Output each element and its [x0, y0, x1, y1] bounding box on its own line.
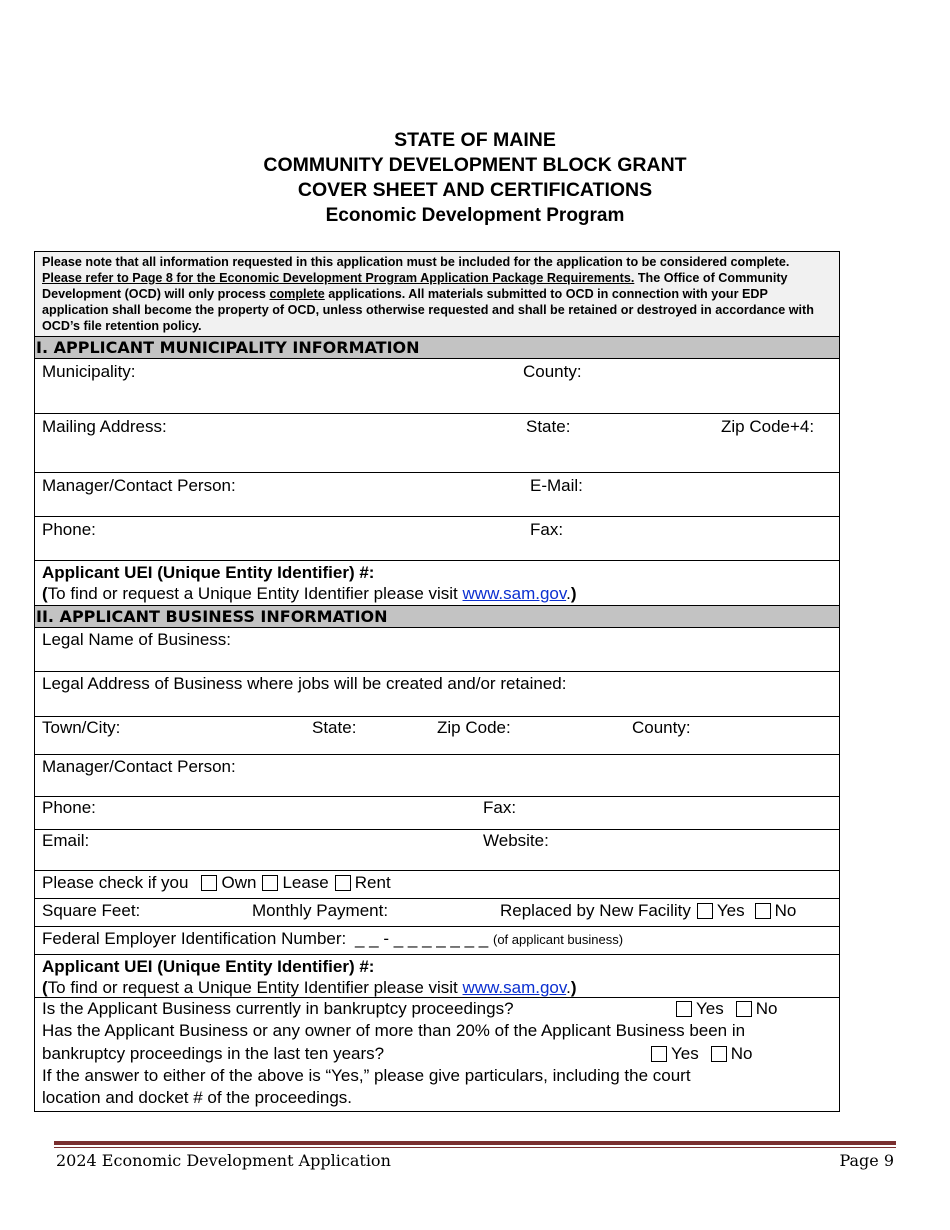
replaced-label: Replaced by New Facility	[500, 901, 691, 920]
row-town[interactable]	[35, 716, 839, 754]
website-label: Website:	[483, 831, 549, 850]
footer-divider-thin	[54, 1147, 896, 1148]
business-state-label: State:	[312, 718, 357, 737]
replaced-group	[500, 901, 796, 921]
row-phone[interactable]	[35, 516, 839, 560]
business-uei-label: Applicant UEI (Unique Entity Identifier) #:	[42, 957, 375, 976]
row-uei-municipality[interactable]	[35, 560, 839, 605]
row-legal-name[interactable]	[35, 627, 839, 671]
row-legal-address[interactable]	[35, 671, 839, 716]
business-phone-label: Phone:	[42, 798, 96, 817]
footer-divider-thick	[54, 1141, 896, 1145]
replaced-no-checkbox[interactable]	[755, 903, 771, 919]
bankruptcy-q2-yes-label: Yes	[671, 1044, 699, 1063]
bankruptcy-q2-no-checkbox[interactable]	[711, 1046, 727, 1062]
bankruptcy-q1-yes-label: Yes	[696, 999, 724, 1018]
row-business-phone[interactable]	[35, 796, 839, 829]
business-zip-label: Zip Code:	[437, 718, 511, 737]
bankruptcy-q3-line2: location and docket # of the proceedings.	[42, 1088, 352, 1107]
lease-checkbox[interactable]	[262, 875, 278, 891]
title-cover-sheet: COVER SHEET AND CERTIFICATIONS	[297, 179, 653, 201]
bankruptcy-q1-yes-checkbox[interactable]	[676, 1001, 692, 1017]
title-state: STATE OF MAINE	[394, 129, 556, 151]
email-label: E-Mail:	[530, 476, 583, 495]
sam-gov-link[interactable]: www.sam.gov	[462, 584, 567, 603]
bankruptcy-q1-no-checkbox[interactable]	[736, 1001, 752, 1017]
bankruptcy-q2-no-label: No	[730, 1044, 753, 1063]
mailing-address-label: Mailing Address:	[42, 417, 167, 436]
title-subprogram: Economic Development Program	[325, 205, 625, 226]
notice-text-5: applications. All materials submitted to OCD in connection with your EDP application shall become the property of OCD, unless otherwise requested and shall be retained or destroyed in accordance with OCD’s file retention policy.	[42, 287, 814, 333]
municipality-label: Municipality:	[42, 362, 136, 381]
bankruptcy-q2-line2: bankruptcy proceedings in the last ten years?	[42, 1044, 385, 1063]
replaced-no-label: No	[774, 901, 797, 920]
bankruptcy-q1-options	[670, 999, 777, 1019]
row-business-manager[interactable]	[35, 754, 839, 796]
check-if-label: Please check if you	[42, 873, 189, 892]
business-manager-label: Manager/Contact Person:	[42, 757, 236, 776]
replaced-yes-checkbox[interactable]	[697, 903, 713, 919]
row-square-feet[interactable]	[35, 898, 839, 926]
title-program: COMMUNITY DEVELOPMENT BLOCK GRANT	[263, 154, 687, 176]
own-label: Own	[221, 873, 257, 892]
fein-group	[42, 929, 623, 949]
fein-note: (of applicant business)	[492, 932, 624, 947]
rent-checkbox[interactable]	[335, 875, 351, 891]
row-uei-business[interactable]	[35, 954, 839, 997]
business-uei-note: (To find or request a Unique Entity Identifier please visit www.sam.gov.)	[42, 978, 577, 997]
fein-label: Federal Employer Identification Number:	[42, 929, 347, 948]
county-label: County:	[523, 362, 582, 381]
lease-label: Lease	[282, 873, 329, 892]
bankruptcy-q1-no-label: No	[755, 999, 778, 1018]
notice-text-4: complete	[269, 287, 325, 301]
section-1-header: I. APPLICANT MUNICIPALITY INFORMATION	[35, 336, 839, 358]
row-bankruptcy	[35, 997, 839, 1111]
row-occupancy	[35, 870, 839, 898]
notice-text-3: The Office of Community Development (OCD) will only process	[42, 271, 788, 301]
section-2-header: II. APPLICANT BUSINESS INFORMATION	[35, 605, 839, 627]
occupancy-group	[42, 873, 391, 893]
notice-box	[35, 252, 839, 336]
bankruptcy-q2-options	[645, 1044, 752, 1064]
phone-label: Phone:	[42, 520, 96, 539]
legal-name-label: Legal Name of Business:	[42, 630, 231, 649]
application-form	[34, 251, 840, 1112]
business-email-label: Email:	[42, 831, 90, 850]
bankruptcy-q1: Is the Applicant Business currently in bankruptcy proceedings?	[42, 999, 514, 1018]
replaced-yes-label: Yes	[716, 901, 745, 920]
own-checkbox[interactable]	[201, 875, 217, 891]
bankruptcy-q2-line1: Has the Applicant Business or any owner of more than 20% of the Applicant Business been in	[42, 1021, 746, 1040]
state-label: State:	[526, 417, 571, 436]
legal-address-label: Legal Address of Business where jobs will be created and/or retained:	[42, 674, 567, 693]
business-sam-gov-link[interactable]: www.sam.gov	[462, 978, 567, 997]
uei-note: (To find or request a Unique Entity Identifier please visit www.sam.gov.)	[42, 584, 577, 603]
uei-label: Applicant UEI (Unique Entity Identifier) #:	[42, 563, 375, 582]
monthly-payment-label: Monthly Payment:	[252, 901, 389, 920]
notice-text-2: Please refer to Page 8 for the Economic Development Program Application Package Requirements.	[42, 271, 635, 285]
rent-label: Rent	[354, 873, 391, 892]
business-county-label: County:	[632, 718, 691, 737]
row-manager[interactable]	[35, 472, 839, 516]
manager-label: Manager/Contact Person:	[42, 476, 236, 495]
notice-text-1: Please note that all information requested in this application must be included for the application to be considered complete.	[42, 255, 790, 269]
business-fax-label: Fax:	[483, 798, 517, 817]
document-title-block	[0, 128, 950, 228]
row-fein[interactable]	[35, 926, 839, 954]
bankruptcy-q3-line1: If the answer to either of the above is “Yes,” please give particulars, including the court	[42, 1066, 691, 1085]
square-feet-label: Square Feet:	[42, 901, 141, 920]
fein-blank[interactable]: _ _ - _ _ _ _ _ _ _	[354, 929, 489, 948]
fax-label: Fax:	[530, 520, 564, 539]
footer-document-name: 2024 Economic Development Application	[56, 1151, 391, 1170]
footer-page-number: Page 9	[839, 1151, 894, 1170]
bankruptcy-q2-yes-checkbox[interactable]	[651, 1046, 667, 1062]
row-business-email[interactable]	[35, 829, 839, 870]
row-mailing-address[interactable]	[35, 413, 839, 472]
zip-label: Zip Code+4:	[721, 417, 815, 436]
town-label: Town/City:	[42, 718, 121, 737]
row-municipality[interactable]	[35, 358, 839, 413]
